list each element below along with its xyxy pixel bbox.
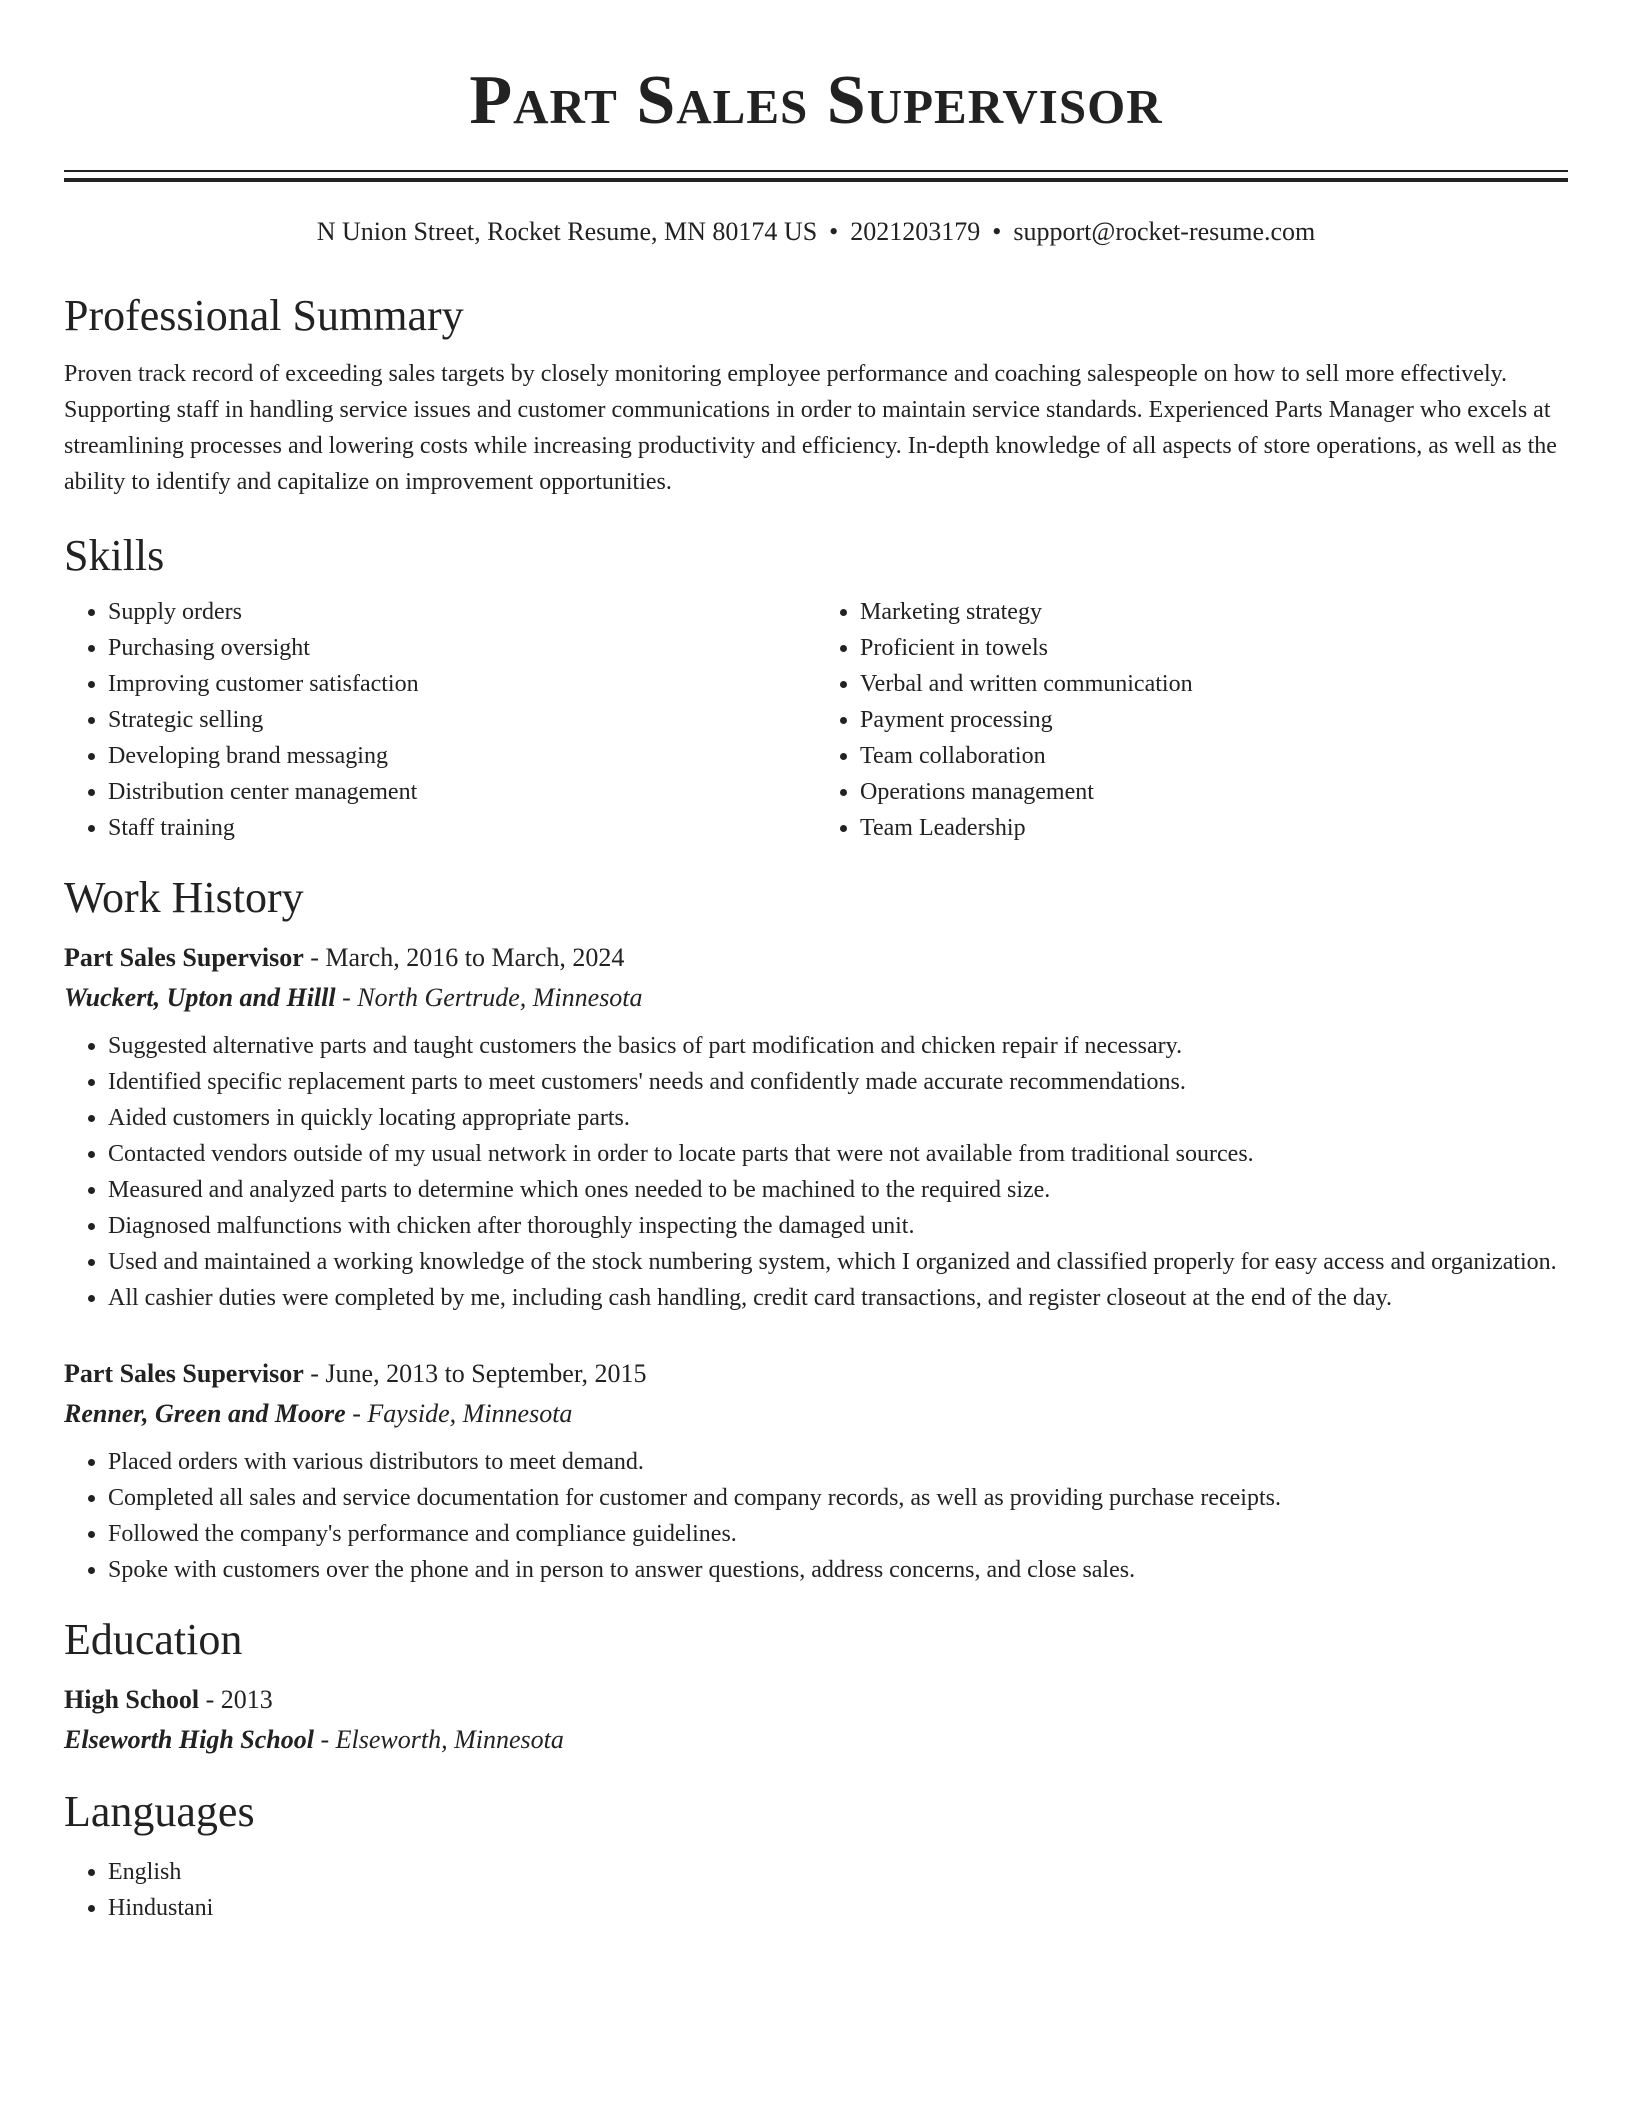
skills-columns xyxy=(64,594,1568,846)
job-duties-list xyxy=(64,1444,1568,1588)
education-entry xyxy=(64,1680,1568,1760)
job-title: Part Sales Supervisor xyxy=(64,1359,304,1388)
job-duty: • Completed all sales and service documentation for customer and company records, as well as providing purchase receipts. xyxy=(108,1480,1568,1516)
skill-item: • Developing brand messaging xyxy=(108,738,816,774)
languages-section xyxy=(64,1786,1568,1926)
job-title: Part Sales Supervisor xyxy=(64,943,304,972)
skill-item: • Team Leadership xyxy=(860,810,1568,846)
graduation-year: - 2013 xyxy=(199,1685,273,1714)
skill-item: • Payment processing xyxy=(860,702,1568,738)
job-entry xyxy=(64,938,1568,1316)
job-duty: • Followed the company's performance and compliance guidelines. xyxy=(108,1516,1568,1552)
contact-line xyxy=(64,214,1568,250)
degree-line xyxy=(64,1680,1568,1720)
job-title-line xyxy=(64,938,1568,978)
job-entry xyxy=(64,1354,1568,1588)
skill-item: • Verbal and written communication xyxy=(860,666,1568,702)
company-location: - North Gertrude, Minnesota xyxy=(335,983,643,1012)
resume-name: Part Sales Supervisor xyxy=(469,62,1163,139)
skill-item: • Marketing strategy xyxy=(860,594,1568,630)
skill-item: • Improving customer satisfaction xyxy=(108,666,816,702)
job-dates: - March, 2016 to March, 2024 xyxy=(303,943,625,972)
skill-item: • Purchasing oversight xyxy=(108,630,816,666)
skill-item: • Proficient in towels xyxy=(860,630,1568,666)
school-location: - Elseworth, Minnesota xyxy=(313,1725,564,1754)
job-duties-list xyxy=(64,1028,1568,1316)
contact-separator: • xyxy=(829,217,839,246)
section-heading-skills: Skills xyxy=(64,531,165,580)
company-location: - Fayside, Minnesota xyxy=(345,1399,573,1428)
degree: High School xyxy=(64,1685,200,1714)
header-divider-thick xyxy=(64,178,1568,182)
header-divider-thin xyxy=(64,170,1568,172)
skill-item: • Operations management xyxy=(860,774,1568,810)
school-line xyxy=(64,1720,1568,1760)
job-duty: • Used and maintained a working knowledge of the stock numbering system, which I organized and classified properly for easy access and organization. xyxy=(108,1244,1568,1280)
company-name: Renner, Green and Moore xyxy=(64,1399,346,1428)
contact-phone: 2021203179 xyxy=(850,217,981,246)
job-duty: • Identified specific replacement parts to meet customers' needs and confidently made accurate recommendations. xyxy=(108,1064,1568,1100)
skills-section xyxy=(64,530,1568,846)
skill-item: • Supply orders xyxy=(108,594,816,630)
skills-list-left xyxy=(64,594,816,846)
company-line xyxy=(64,978,1568,1018)
professional-summary-section xyxy=(64,290,1568,500)
skills-list-right xyxy=(816,594,1568,846)
job-duty: • Diagnosed malfunctions with chicken after thoroughly inspecting the damaged unit. xyxy=(108,1208,1568,1244)
language-item: • English xyxy=(108,1854,1568,1890)
job-duty: • Suggested alternative parts and taught customers the basics of part modification and chicken repair if necessary. xyxy=(108,1028,1568,1064)
section-heading-work: Work History xyxy=(64,873,304,922)
skill-item: • Staff training xyxy=(108,810,816,846)
skill-item: • Team collaboration xyxy=(860,738,1568,774)
job-dates: - June, 2013 to September, 2015 xyxy=(303,1359,647,1388)
language-item: • Hindustani xyxy=(108,1890,1568,1926)
company-name: Wuckert, Upton and Hilll xyxy=(64,983,336,1012)
section-heading-education: Education xyxy=(64,1615,243,1664)
job-duty: • Placed orders with various distributors to meet demand. xyxy=(108,1444,1568,1480)
section-heading-summary: Professional Summary xyxy=(64,291,464,340)
contact-separator: • xyxy=(992,217,1002,246)
contact-address: N Union Street, Rocket Resume, MN 80174 US xyxy=(316,217,818,246)
contact-email: support@rocket-resume.com xyxy=(1013,217,1316,246)
company-line xyxy=(64,1394,1568,1434)
school-name: Elseworth High School xyxy=(64,1725,314,1754)
job-duty: • Contacted vendors outside of my usual network in order to locate parts that were not available from traditional sources. xyxy=(108,1136,1568,1172)
section-heading-languages: Languages xyxy=(64,1787,255,1836)
job-duty: • All cashier duties were completed by me, including cash handling, credit card transactions, and register closeout at the end of the day. xyxy=(108,1280,1568,1316)
job-duty: • Spoke with customers over the phone and in person to answer questions, address concerns, and close sales. xyxy=(108,1552,1568,1588)
work-history-section xyxy=(64,872,1568,1588)
summary-text: Proven track record of exceeding sales targets by closely monitoring employee performance and coaching salespeople on how to sell more effectively. Supporting staff in handling service issues and customer communications in order to maintain service standards. Experienced Parts Manager who excels at streamlining processes and lowering costs while increasing productivity and efficiency. In-depth knowledge of all aspects of store operations, as well as the ability to identify and capitalize on improvement opportunities. xyxy=(64,361,1557,495)
skill-item: • Strategic selling xyxy=(108,702,816,738)
job-title-line xyxy=(64,1354,1568,1394)
languages-list xyxy=(64,1854,1568,1926)
job-duty: • Aided customers in quickly locating appropriate parts. xyxy=(108,1100,1568,1136)
education-section xyxy=(64,1614,1568,1760)
skill-item: • Distribution center management xyxy=(108,774,816,810)
job-duty: • Measured and analyzed parts to determine which ones needed to be machined to the required size. xyxy=(108,1172,1568,1208)
